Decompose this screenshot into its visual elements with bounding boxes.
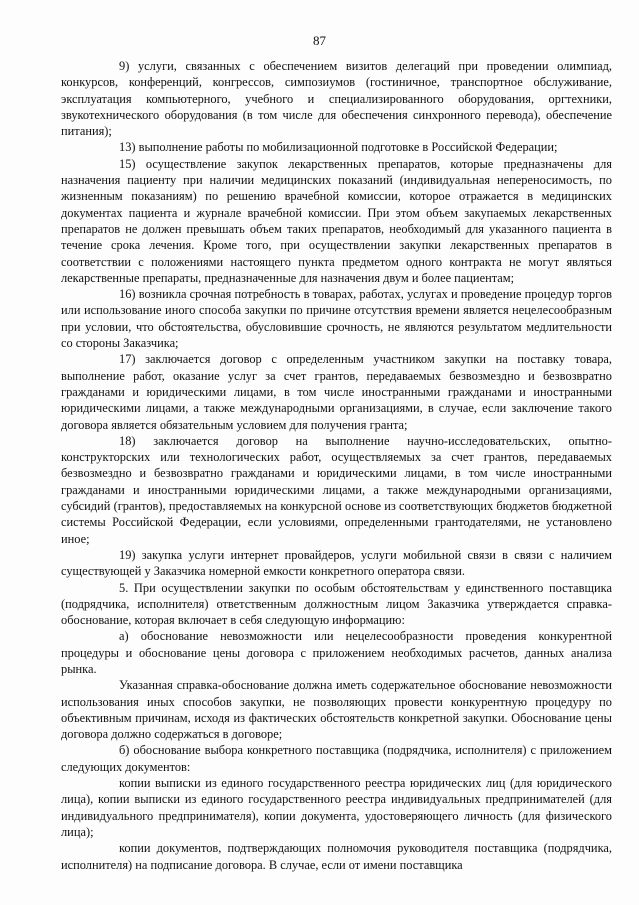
- paragraph-registry-copies: копии выписки из единого государственного реестра юридических лиц (для юридического лица), копии выписки из единого государственного реестра индивидуальных предпринимателей (для индивидуального предпринимателя), копии документа, удостоверяющего личность (для физического лица);: [61, 776, 612, 839]
- paragraph-item-17: 17) заключается договор с определенным участником закупки на поставку товара, выполнение работ, оказание услуг за счет грантов, передаваемых безвозмездно и безвозвратно гражданами и юридическими лицами, в том числе иностранными гражданами и иностранными юридическими лицами, а также международными организациями, в случае, если заключение такого договора является обязательным условием для получения гранта;: [61, 352, 612, 432]
- paragraph-item-19: 19) закупка услуги интернет провайдеров, услуги мобильной связи в связи с наличием существующей у Заказчика номерной емкости конкретного оператора связи.: [61, 547, 612, 579]
- document-body: [61, 58, 612, 873]
- paragraph-subitem-b: б) обоснование выбора конкретного поставщика (подрядчика, исполнителя) с приложением следующих документов:: [61, 743, 612, 774]
- paragraph-authority-documents: копии документов, подтверждающих полномочия руководителя поставщика (подрядчика, исполнителя) на подписание договора. В случае, если от имени поставщика: [61, 841, 612, 872]
- paragraph-justification: Указанная справка-обоснование должна иметь содержательное обоснование невозможности использования иных способов закупки, не позволяющих провести конкурентную процедуру по объективным причинам, исходя из фактических обстоятельств конкретной закупки. Обоснование цены договора должно содержаться в договоре;: [61, 678, 612, 742]
- paragraph-item-9: 9) услуги, связанных с обеспечением визитов делегаций при проведении олимпиад, конкурсов, конференций, конгрессов, симпозиумов (гостиничное, транспортное обслуживание, эксплуатация компьютерного, учебного и специализированного оборудования, оргтехники, звукотехнического оборудования (в том числе для обеспечения синхронного перевода), обеспечение питания);: [61, 59, 612, 139]
- page-number: 87: [313, 33, 326, 48]
- paragraph-item-15: 15) осуществление закупок лекарственных препаратов, которые предназначены для назначения пациенту при наличии медицинских показаний (индивидуальная непереносимость, по жизненным показаниям) по решению врачебной комиссии, которое отражается в медицинских документах пациента и журнале врачебной комиссии. При этом объем закупаемых лекарственных препаратов не должен превышать объем таких препаратов, необходимый для указанного пациента в течение срока лечения. Кроме того, при осуществлении закупки лекарственных препаратов в соответствии с положениями настоящего пункта предметом одного контракта не могут являться лекарственные препараты, предназначенные для назначения двум и более пациентам;: [61, 156, 612, 285]
- paragraph-item-18: 18) заключается договор на выполнение научно-исследовательских, опытно-конструкторских или технологических работ, осуществляемых за счет грантов, передаваемых безвозмездно и безвозвратно гражданами и юридическими лицами, в том числе иностранными гражданами и иностранными юридическими лицами, а также международными организациями, субсидий (грантов), предоставляемых на конкурсной основе из соответствующих бюджетов бюджетной системы Российской Федерации, если условиями, определенными грантодателями, не установлено иное;: [61, 433, 612, 546]
- paragraph-item-16: 16) возникла срочная потребность в товарах, работах, услугах и проведение процедур торгов или использование иного способа закупки по причине отсутствия времени является нецелесообразным при условии, что обстоятельства, обусловившие срочность, не являются результатом медлительности со стороны Заказчика;: [61, 287, 612, 351]
- paragraph-item-13: 13) выполнение работы по мобилизационной подготовке в Российской Федерации;: [119, 140, 558, 155]
- paragraph-section-5: 5. При осуществлении закупки по особым обстоятельствам у единственного поставщика (подрядчика, исполнителя) ответственным должностным лицом Заказчика утверждается справка-обоснование, которая включает в себя следующую информацию:: [61, 580, 612, 628]
- paragraph-subitem-a: а) обоснование невозможности или нецелесообразности проведения конкурентной процедуры и обоснование цены договора с приложением необходимых расчетов, данных анализа рынка.: [61, 629, 612, 676]
